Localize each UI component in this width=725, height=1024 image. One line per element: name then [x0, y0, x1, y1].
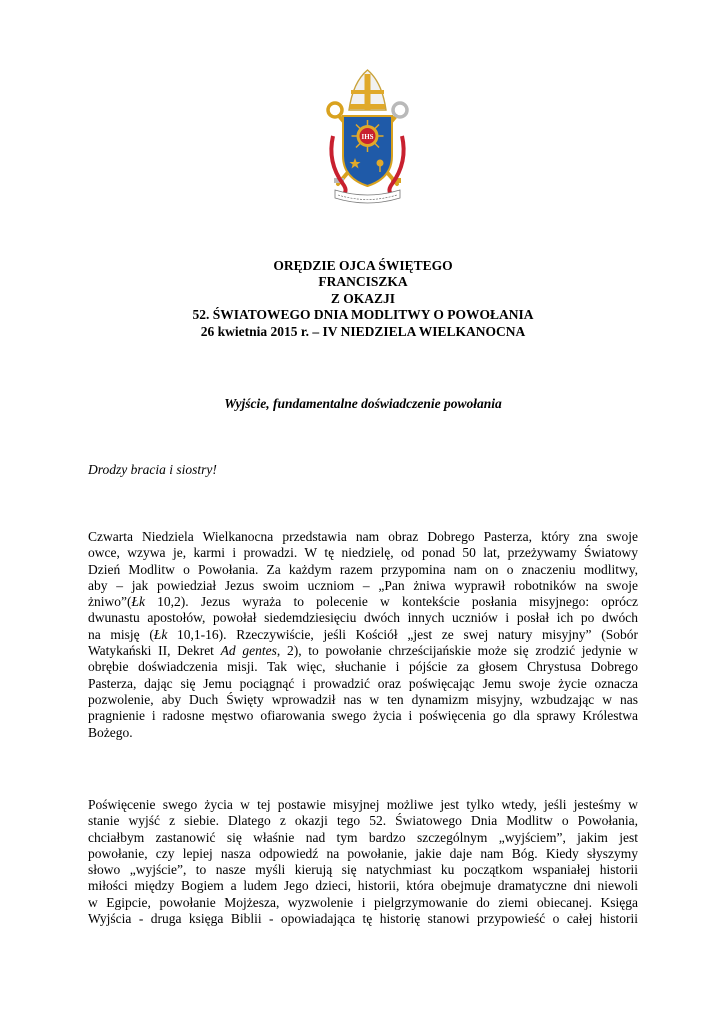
- papal-coat-of-arms-icon: [319, 66, 416, 210]
- text-line: chciałbym zastanowić się właśnie nad tym bardzo szczególnym „wyjściem”, jakim jest: [88, 829, 638, 845]
- svg-text:IHS: IHS: [361, 133, 374, 141]
- paragraph-1: [88, 529, 638, 741]
- citation: Ad gentes: [220, 643, 277, 659]
- text-line: owce, wzywa je, karmi i prowadzi. W tę niedzielę, od ponad 50 lat, przeżywamy Światowy: [88, 545, 638, 561]
- paragraph-2: [88, 797, 638, 927]
- text-line: pragnienie i radosne męstwo ofiarowania swego życia i poświęcenia go dla sprawy Królestwa: [88, 708, 638, 724]
- text-line: dwunastu apostołów, powołał siedemdziesięciu dwóch innych uczniów i posłał ich po dwóch: [88, 610, 638, 626]
- citation: Łk: [153, 626, 168, 642]
- text-line: w Egipcie, powołanie Mojżesza, wyzwolenie i pielgrzymowanie do ziemi obiecanej. Księga: [88, 894, 638, 910]
- text-run: na misję (: [88, 626, 154, 642]
- heading-line: FRANCISZKA: [318, 274, 408, 290]
- text-line: Bożego.: [88, 724, 133, 740]
- text-line: Pasterza, dając się Jemu pociągnąć i prowadzić oraz poświęcając Jemu swoje życie oznacza: [88, 675, 638, 691]
- text-line: [88, 643, 638, 659]
- text-line: [88, 627, 638, 643]
- text-run: , 2), to powołanie chrześcijańskie może się zrodzić jedynie w: [276, 643, 638, 659]
- greeting: Drodzy bracia i siostry!: [88, 462, 217, 477]
- text-line: powołanie, czy lepiej nasza odpowiedź na powołanie, jakie daje nam Bóg. Kiedy słyszymy: [88, 845, 638, 861]
- text-line: miłości między Bogiem a ludem Jego dzieci, historii, która obejmuje dramatyczne dni niewoli: [88, 878, 638, 894]
- text-line: słowo „wyjście”, to nasze myśli kierują się natychmiast ku początkom wspaniałej historii: [88, 862, 638, 878]
- text-run: Watykański II, Dekret: [88, 643, 221, 659]
- heading-line: Z OKAZJI: [330, 290, 396, 306]
- message-subtitle: Wyjście, fundamentalne doświadczenie powołania: [224, 396, 502, 411]
- text-line: Poświęcenie swego życia w tej postawie misyjnej możliwe jest tylko wtedy, jeśli jesteśmy w: [88, 797, 638, 812]
- text-line: [88, 594, 638, 610]
- heading-line: ORĘDZIE OJCA ŚWIĘTEGO: [273, 258, 453, 273]
- text-line: obrębie doświadczenia misji. Tak więc, słuchanie i pójście za głosem Chrystusa Dobrego: [88, 659, 638, 675]
- text-line: pozwolenie, aby Duch Święty wprowadził nas w ten dynamizm misyjny, wzbudzając w nas: [88, 691, 638, 707]
- message-heading: [88, 258, 638, 340]
- text-line: Czwarta Niedziela Wielkanocna przedstawia nam obraz Dobrego Pasterza, który zna swoje: [88, 529, 638, 544]
- heading-line: 26 kwietnia 2015 r. – IV NIEDZIELA WIELKANOCNA: [200, 323, 526, 339]
- text-run: 10,2). Jezus wyraża to polecenie w kontekście posłania misyjnego: oprócz: [144, 594, 638, 610]
- text-line: aby – jak powiedział Jezus swoim uczniom – „Pan żniwa wyprawił robotników na swoje: [88, 577, 638, 593]
- text-line: Wyjścia - druga księga Biblii - opowiadająca tę historię stanowi przypowieść o całej historii: [88, 911, 638, 927]
- text-line: stanie wyjść z siebie. Dlatego z okazji tego 52. Światowego Dnia Modlitw o Powołania,: [88, 813, 638, 829]
- text-run: 10,1-16). Rzeczywiście, jeśli Kościół „jest ze swej natury misyjny” (Sobór: [167, 626, 638, 642]
- text-run: żniwo”(: [88, 594, 132, 610]
- citation: Łk: [131, 594, 145, 610]
- heading-line: 52. ŚWIATOWEGO DNIA MODLITWY O POWOŁANIA: [192, 307, 534, 323]
- text-line: Dzień Modlitw o Powołania. Za każdym razem przypomina nam on o znaczeniu modlitwy,: [88, 561, 638, 577]
